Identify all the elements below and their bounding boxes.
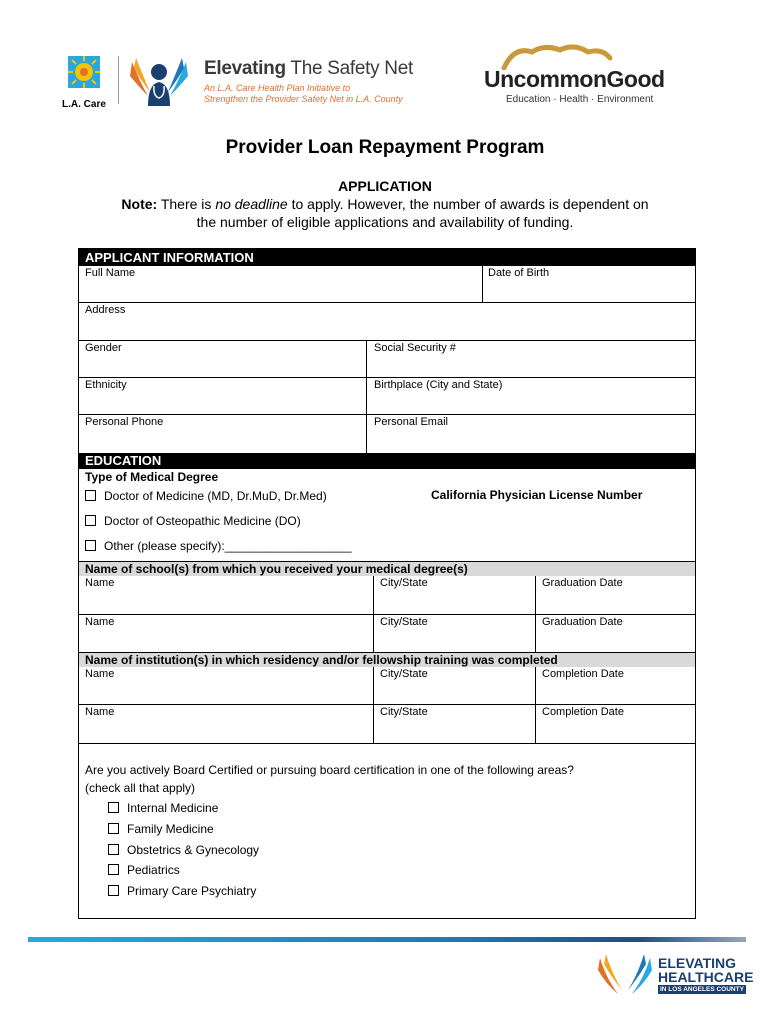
divider	[79, 743, 695, 744]
ethnicity-field[interactable]: Ethnicity	[85, 379, 127, 391]
residency-completion-field-2[interactable]: Completion Date	[542, 706, 624, 718]
school-name-field-1[interactable]: Name	[85, 577, 115, 589]
school-grad-date-field-2[interactable]: Graduation Date	[542, 616, 623, 628]
school-name-field-2[interactable]: Name	[85, 616, 115, 628]
note-label: Note:	[121, 196, 158, 212]
checkbox[interactable]	[85, 540, 96, 551]
checkbox[interactable]	[108, 823, 119, 834]
board-option-obgyn[interactable]	[108, 843, 259, 857]
checkbox[interactable]	[108, 864, 119, 875]
uncommongood-title: UncommonGood	[484, 66, 665, 92]
board-option-internal[interactable]	[108, 801, 218, 815]
residency-header: Name of institution(s) in which residency and/or fellowship training was completed	[79, 652, 695, 667]
note-pre: There is	[157, 196, 216, 212]
phone-field[interactable]: Personal Phone	[85, 416, 164, 428]
residency-name-field-2[interactable]: Name	[85, 706, 115, 718]
logo-divider	[118, 56, 119, 104]
footer-logo-line2: HEALTHCARE	[658, 969, 754, 985]
footer-logo-line1: ELEVATING	[658, 955, 737, 971]
birthplace-field[interactable]: Birthplace (City and State)	[374, 379, 503, 391]
school-city-field-2[interactable]: City/State	[380, 616, 428, 628]
divider	[79, 614, 695, 615]
checkbox[interactable]	[85, 515, 96, 526]
degree-type-label: Type of Medical Degree	[85, 470, 219, 484]
divider	[482, 266, 483, 302]
residency-city-field-1[interactable]: City/State	[380, 668, 428, 680]
note-post: to apply. However, the number of awards is dependent on	[287, 196, 649, 212]
divider	[79, 377, 695, 378]
footer-logo	[596, 952, 654, 1003]
option-label: Other (please specify):___________________	[104, 539, 352, 553]
footer-band	[28, 937, 746, 942]
applicant-info-header: APPLICANT INFORMATION	[79, 249, 695, 266]
education-header: EDUCATION	[79, 453, 695, 469]
degree-option-md[interactable]	[85, 489, 327, 503]
license-number-field[interactable]: California Physician License Number	[431, 488, 643, 502]
note-emphasis: no deadline	[215, 196, 288, 212]
divider	[79, 414, 695, 415]
healthcare-wings-icon	[596, 952, 654, 998]
option-label: Internal Medicine	[127, 801, 219, 815]
checkbox[interactable]	[108, 885, 119, 896]
school-grad-date-field-1[interactable]: Graduation Date	[542, 577, 623, 589]
option-label: Doctor of Medicine (MD, Dr.MuD, Dr.Med)	[104, 489, 327, 503]
option-label: Obstetrics & Gynecology	[127, 843, 260, 857]
ets-title	[204, 58, 413, 80]
checkbox[interactable]	[108, 844, 119, 855]
ets-subtitle-line1: An L.A. Care Health Plan Initiative to	[204, 83, 351, 93]
option-label: Family Medicine	[127, 822, 214, 836]
ets-emblem	[126, 52, 192, 113]
divider	[79, 340, 695, 341]
full-name-field[interactable]: Full Name	[85, 267, 136, 279]
uncommongood-subtitle: Education · Health · Environment	[506, 94, 654, 105]
divider	[79, 704, 695, 705]
schools-header: Name of school(s) from which you received your medical degree(s)	[79, 561, 695, 576]
page-title: Provider Loan Repayment Program	[225, 137, 545, 158]
lacare-logo	[62, 52, 106, 108]
option-label: Doctor of Osteopathic Medicine (DO)	[104, 514, 301, 528]
option-label: Primary Care Psychiatry	[127, 884, 257, 898]
ssn-field[interactable]: Social Security #	[374, 342, 456, 354]
school-city-field-1[interactable]: City/State	[380, 577, 428, 589]
note-line2: the number of eligible applications and availability of funding.	[196, 214, 574, 230]
residency-city-field-2[interactable]: City/State	[380, 706, 428, 718]
option-label: Pediatrics	[127, 863, 180, 877]
email-field[interactable]: Personal Email	[374, 416, 448, 428]
checkbox[interactable]	[85, 490, 96, 501]
ets-title-bold: Elevating	[204, 58, 286, 79]
residency-name-field-1[interactable]: Name	[85, 668, 115, 680]
divider	[535, 667, 536, 743]
board-option-psychiatry[interactable]	[108, 884, 256, 898]
ets-title-rest: The Safety Net	[285, 58, 413, 79]
board-option-pediatrics[interactable]	[108, 863, 180, 877]
divider	[366, 340, 367, 453]
application-subtitle: APPLICATION	[338, 178, 432, 194]
checkbox[interactable]	[108, 802, 119, 813]
divider	[79, 302, 695, 303]
board-question: Are you actively Board Certified or pursuing board certification in one of the following areas?	[85, 763, 574, 777]
gender-field[interactable]: Gender	[85, 342, 122, 354]
address-field[interactable]: Address	[85, 304, 126, 316]
board-option-family[interactable]	[108, 822, 214, 836]
degree-option-do[interactable]	[85, 514, 301, 528]
residency-completion-field-1[interactable]: Completion Date	[542, 668, 624, 680]
divider	[373, 667, 374, 743]
ets-subtitle-line2: Strengthen the Provider Safety Net in L.A. County	[204, 94, 403, 104]
healthcare-wings-icon	[126, 52, 192, 108]
application-form	[78, 248, 696, 919]
dob-field[interactable]: Date of Birth	[488, 267, 550, 279]
lacare-label: L.A. Care	[62, 99, 106, 110]
note-line1	[0, 196, 770, 212]
board-question-hint: (check all that apply)	[85, 781, 196, 795]
lacare-sun-icon	[62, 52, 106, 92]
footer-logo-line3: IN LOS ANGELES COUNTY	[660, 986, 744, 993]
degree-option-other[interactable]	[85, 539, 352, 553]
